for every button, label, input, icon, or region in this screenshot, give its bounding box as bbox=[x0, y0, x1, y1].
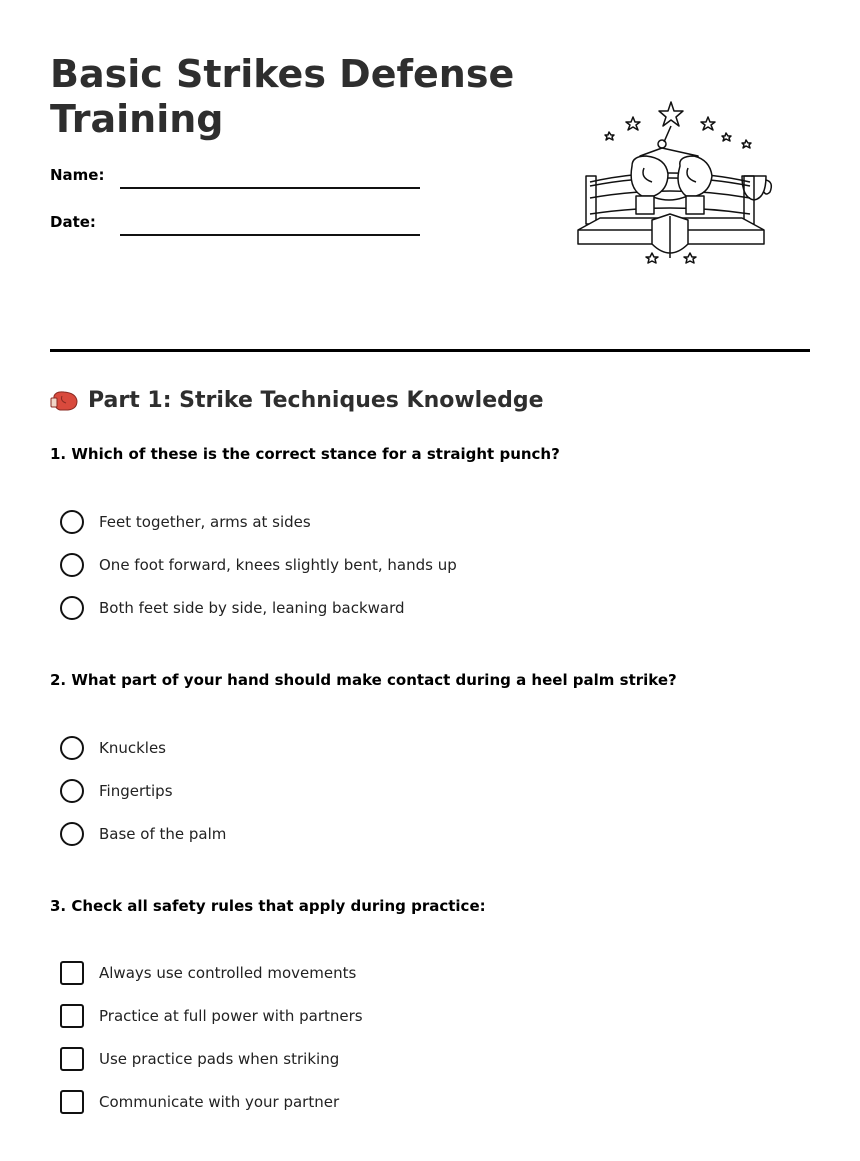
section-divider bbox=[50, 349, 810, 352]
option-label: Always use controlled movements bbox=[99, 964, 357, 982]
option-label: Use practice pads when striking bbox=[99, 1050, 340, 1068]
option-label: Knuckles bbox=[99, 739, 166, 757]
q2-option-3[interactable] bbox=[60, 821, 226, 847]
q3-option-1[interactable] bbox=[60, 960, 356, 986]
checkbox[interactable] bbox=[60, 1047, 84, 1071]
worksheet-title: Basic Strikes Defense Training bbox=[50, 52, 515, 141]
q2-option-2[interactable] bbox=[60, 778, 173, 804]
question-2: 2. What part of your hand should make contact during a heel palm strike? bbox=[50, 671, 677, 689]
question-3: 3. Check all safety rules that apply during practice: bbox=[50, 897, 486, 915]
option-label: One foot forward, knees slightly bent, hands up bbox=[99, 556, 457, 574]
part1-title: Part 1: Strike Techniques Knowledge bbox=[88, 388, 544, 413]
option-label: Fingertips bbox=[99, 782, 173, 800]
boxing-glove-icon bbox=[50, 390, 80, 412]
checkbox[interactable] bbox=[60, 1004, 84, 1028]
q1-option-2[interactable] bbox=[60, 552, 457, 578]
checkbox[interactable] bbox=[60, 1090, 84, 1114]
q3-option-2[interactable] bbox=[60, 1003, 363, 1029]
q3-option-4[interactable] bbox=[60, 1089, 339, 1115]
radio-button[interactable] bbox=[60, 822, 84, 846]
name-field[interactable] bbox=[120, 187, 420, 189]
option-label: Practice at full power with partners bbox=[99, 1007, 363, 1025]
radio-button[interactable] bbox=[60, 596, 84, 620]
checkbox[interactable] bbox=[60, 961, 84, 985]
option-label: Feet together, arms at sides bbox=[99, 513, 311, 531]
date-field[interactable] bbox=[120, 234, 420, 236]
q1-option-3[interactable] bbox=[60, 595, 405, 621]
name-label: Name: bbox=[50, 166, 105, 184]
radio-button[interactable] bbox=[60, 553, 84, 577]
radio-button[interactable] bbox=[60, 736, 84, 760]
question-1: 1. Which of these is the correct stance for a straight punch? bbox=[50, 445, 560, 463]
q3-option-3[interactable] bbox=[60, 1046, 339, 1072]
option-label: Base of the palm bbox=[99, 825, 227, 843]
q2-option-1[interactable] bbox=[60, 735, 166, 761]
option-label: Both feet side by side, leaning backward bbox=[99, 599, 405, 617]
radio-button[interactable] bbox=[60, 779, 84, 803]
radio-button[interactable] bbox=[60, 510, 84, 534]
q1-option-1[interactable] bbox=[60, 509, 311, 535]
option-label: Communicate with your partner bbox=[99, 1093, 340, 1111]
part1-heading bbox=[50, 388, 544, 413]
date-label: Date: bbox=[50, 213, 96, 231]
boxing-ring-illustration bbox=[570, 98, 780, 268]
